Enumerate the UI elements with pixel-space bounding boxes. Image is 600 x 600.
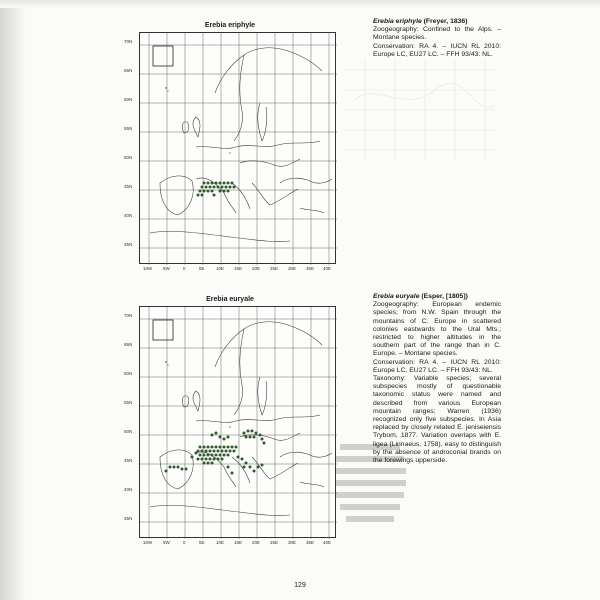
lon-label: 40E: [323, 266, 332, 271]
lon-label: 40E: [323, 540, 332, 545]
lat-label: 35N: [124, 242, 133, 247]
lon-label: 5E: [199, 266, 205, 271]
page-edge-shadow: [0, 0, 26, 600]
lon-label: 15E: [234, 540, 243, 545]
page-top-shadow: [0, 0, 600, 8]
inset-box: [153, 320, 173, 340]
lon-label: 5E: [199, 540, 205, 545]
species-account-euryale: [373, 293, 501, 465]
lat-label: 60N: [124, 371, 133, 376]
lat-label: 70N: [124, 313, 133, 318]
conservation-text: Conservation: RA 4. – IUCN RL 2010: Europe LC, EU27 LC. – FFH 93/43: NL.: [373, 358, 501, 374]
zoogeography-text: Zoogeography: European endemic species; from N.W. Spain through the mountains of C. Europe in scattered colonies eastwards to the Ural Mts.; restricted to higher altitudes in the southern part of the range than in C. Europe. – Montane species.: [373, 301, 501, 358]
lon-label: 20E: [252, 540, 261, 545]
lat-label: 40N: [124, 213, 133, 218]
distribution-map-euryale: [119, 289, 341, 552]
map-frame: [139, 306, 336, 538]
lon-label: 0: [183, 266, 186, 271]
lat-label: 50N: [124, 155, 133, 160]
lon-label: 20E: [252, 266, 261, 271]
lon-label: 10W: [143, 540, 153, 545]
species-account-eriphyle: [373, 18, 501, 59]
map-graphic: [140, 33, 337, 265]
lon-label: 10W: [143, 266, 153, 271]
lat-label: 55N: [124, 126, 133, 131]
zoogeography-text: Zoogeography: Confined to the Alps. – Montane species.: [373, 26, 501, 42]
conservation-text: Conservation: RA 4. – IUCN RL 2010: Europe LC, EU27 LC. – FFH 93/43: NL.: [373, 42, 501, 58]
lon-label: 25E: [270, 540, 279, 545]
lat-label: 45N: [124, 458, 133, 463]
species-author: (Esper, [1805]): [421, 293, 468, 300]
taxonomy-text: Taxonomy: Variable species; several subspecies mostly of questionable taxonomic status were named and described from various European mountain ranges; Warren (1936) recognized only five subspecies. In Asia replaced by closely related E. jeniseiensis Trybom, 1877. Variation overlaps with E. ligea (Linnaeus, 1758), easy to distinguish by the absence of androconial brands on the forewings upperside.: [373, 375, 501, 465]
lon-label: 30E: [288, 266, 297, 271]
lat-label: 65N: [124, 342, 133, 347]
lon-label: 5W: [163, 540, 170, 545]
lon-label: 15E: [234, 266, 243, 271]
lat-label: 45N: [124, 184, 133, 189]
map-graphic: [140, 307, 337, 539]
species-author: (Freyer, 1836): [423, 18, 468, 25]
occurrence-dots: [197, 182, 236, 197]
inset-box: [153, 46, 173, 66]
lon-label: 10E: [216, 266, 225, 271]
lon-label: 0: [183, 540, 186, 545]
map-title: Erebia eriphyle: [204, 22, 256, 29]
species-name: Erebia euryale: [373, 293, 420, 300]
lat-label: 40N: [124, 487, 133, 492]
distribution-map-eriphyle: [119, 15, 341, 278]
lon-label: 5W: [163, 266, 170, 271]
lat-label: 65N: [124, 68, 133, 73]
page-number: 129: [294, 582, 306, 589]
occurrence-dots: [165, 430, 266, 475]
lon-label: 10E: [216, 540, 225, 545]
lon-label: 35E: [306, 266, 315, 271]
map-title: Erebia euryale: [206, 296, 254, 303]
lat-label: 60N: [124, 97, 133, 102]
lat-label: 50N: [124, 429, 133, 434]
lat-label: 35N: [124, 516, 133, 521]
lat-label: 70N: [124, 39, 133, 44]
lat-label: 55N: [124, 400, 133, 405]
species-name: Erebia eriphyle: [373, 18, 422, 25]
lon-label: 35E: [306, 540, 315, 545]
lon-label: 25E: [270, 266, 279, 271]
show-through-grid: [345, 60, 495, 160]
lon-label: 30E: [288, 540, 297, 545]
map-frame: [139, 32, 336, 264]
